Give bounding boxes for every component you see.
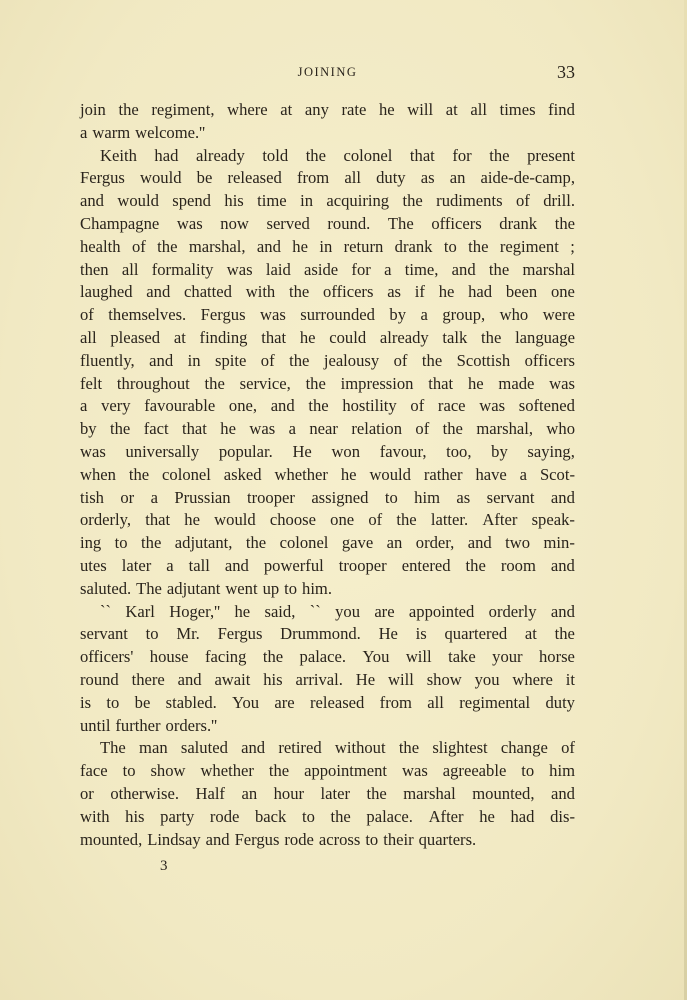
page-number: 33: [557, 62, 575, 82]
paragraph: [80, 737, 575, 851]
text-line: round there and await his arrival. He will show you where it: [80, 669, 575, 689]
paragraph: [80, 601, 575, 738]
text-line: join the regiment, where at any rate he will at all times find: [80, 100, 575, 119]
paragraph: [80, 99, 575, 145]
text-line: felt throughout the service, the impression that he made was: [80, 373, 575, 393]
text-line: ing to the adjutant, the colonel gave an order, and two min-: [80, 533, 575, 553]
text-line: of themselves. Fergus was surrounded by a group, who were: [80, 305, 575, 325]
text-line: or otherwise. Half an hour later the marshal mounted, and: [80, 783, 575, 803]
text-line: Champagne was now served round. The officers drank the: [80, 213, 575, 233]
text-line: when the colonel asked whether he would rather have a Scot-: [80, 464, 575, 484]
text-line: is to be stabled. You are released from all regimental duty: [80, 692, 575, 712]
text-line: and would spend his time in acquiring the rudiments of drill.: [80, 191, 575, 211]
text-line: with his party rode back to the palace. After he had dis-: [80, 806, 575, 826]
text-line: fluently, and in spite of the jealousy of the Scottish officers: [80, 350, 575, 370]
text-line: orderly, that he would choose one of the latter. After speak-: [80, 510, 575, 530]
text-line: laughed and chatted with the officers as if he had been one: [80, 282, 575, 302]
text-line: until further orders.'': [80, 715, 218, 735]
text-line: officers' house facing the palace. You will take your horse: [80, 647, 575, 667]
signature-mark: 3: [160, 858, 168, 874]
text-line: then all formality was laid aside for a time, and the marshal: [80, 259, 575, 279]
text-line: a very favourable one, and the hostility of race was softened: [80, 396, 575, 416]
text-line: `` Karl Hoger,'' he said, `` you are appointed orderly and: [100, 601, 575, 621]
text-line: utes later a tall and powerful trooper entered the room and: [80, 555, 575, 575]
text-line: health of the marshal, and he in return drank to the regiment ;: [80, 236, 575, 256]
text-line: saluted. The adjutant went up to him.: [80, 578, 332, 598]
running-head: JOINING: [297, 65, 358, 79]
text-line: by the fact that he was a near relation of the marshal, who: [80, 419, 575, 439]
paragraph: [80, 145, 575, 601]
text-line: Fergus would be released from all duty as an aide-de-camp,: [80, 168, 575, 188]
body-text: [80, 99, 575, 851]
text-line: all pleased at finding that he could already talk the language: [80, 327, 575, 347]
text-line: was universally popular. He won favour, too, by saying,: [80, 441, 575, 461]
text-line: mounted, Lindsay and Fergus rode across to their quarters.: [80, 829, 477, 849]
page-header: [80, 62, 575, 86]
text-line: The man saluted and retired without the slightest change of: [100, 738, 575, 758]
text-line: servant to Mr. Fergus Drummond. He is quartered at the: [80, 624, 575, 644]
text-line: a warm welcome.'': [80, 122, 206, 142]
text-line: face to show whether the appointment was agreeable to him: [80, 761, 575, 781]
text-line: Keith had already told the colonel that for the present: [100, 145, 575, 165]
text-line: tish or a Prussian trooper assigned to him as servant and: [80, 487, 575, 507]
